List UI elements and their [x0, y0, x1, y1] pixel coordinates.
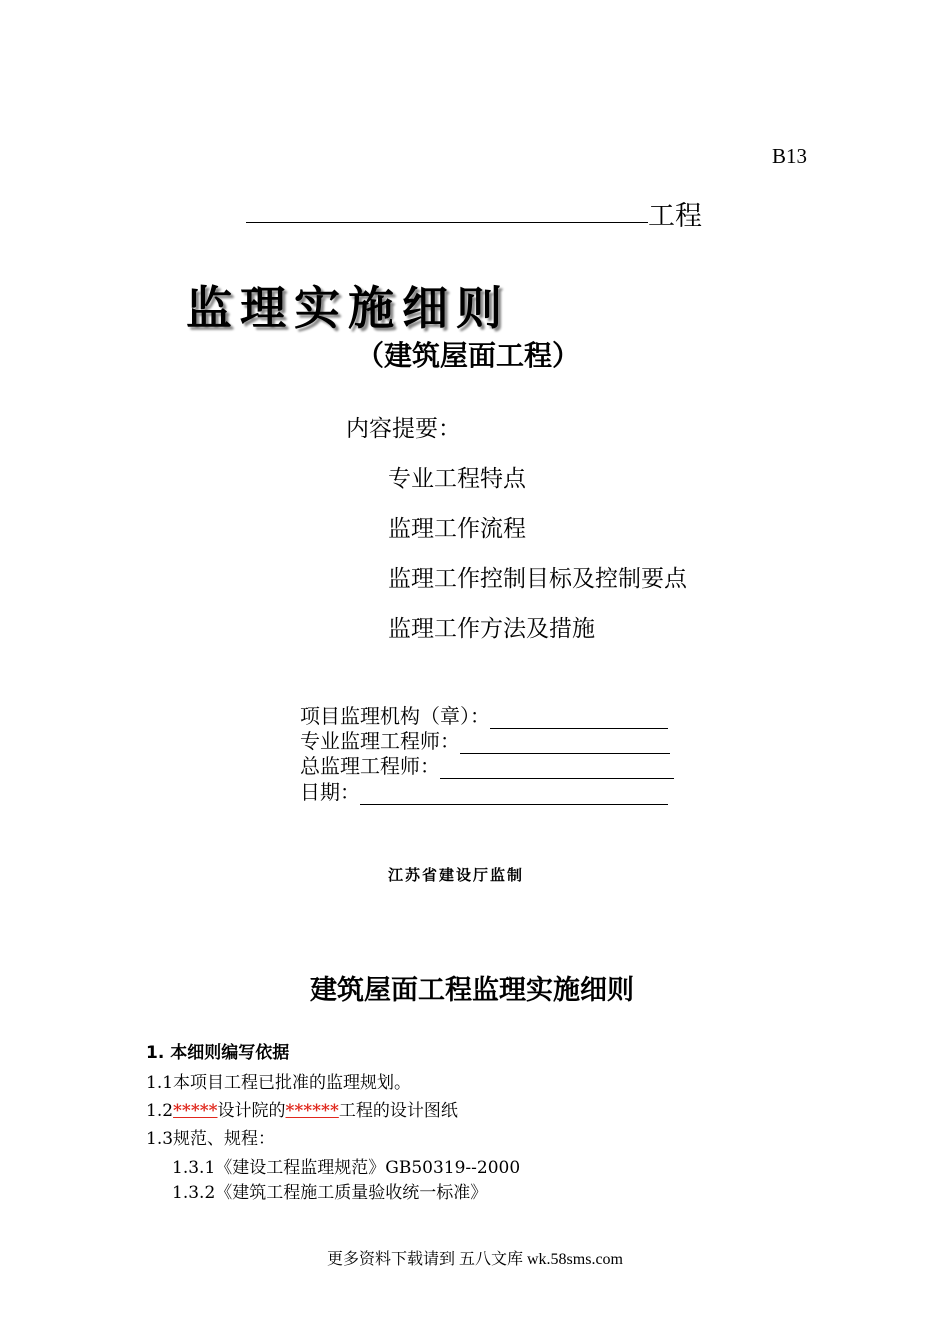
sign-label: 总监理工程师：	[300, 754, 440, 778]
sign-field-chief-engineer	[300, 750, 674, 779]
body-line: 1.3.1《建设工程监理规范》GB50319--2000	[172, 1158, 521, 1178]
sign-label: 日期：	[300, 780, 360, 804]
project-suffix: 工程	[648, 201, 702, 232]
sign-label: 项目监理机构（章）：	[300, 704, 490, 728]
subtitle: （建筑屋面工程）	[356, 339, 581, 372]
body-line: 1.3.2《建筑工程施工质量验收统一标准》	[172, 1183, 488, 1203]
contents-item: 监理工作流程	[388, 516, 526, 542]
issuer: 江苏省建设厅监制	[388, 866, 525, 884]
contents-item: 监理工作方法及措施	[388, 616, 595, 642]
contents-item: 监理工作控制目标及控制要点	[388, 566, 687, 592]
section-title: 建筑屋面工程监理实施细则	[310, 975, 634, 1006]
sign-label: 专业监理工程师：	[300, 729, 460, 753]
placeholder-mark: *****	[173, 1101, 218, 1121]
line-prefix: 1.2	[146, 1101, 174, 1121]
contents-item: 专业工程特点	[388, 466, 526, 492]
sign-blank	[360, 786, 668, 805]
line-text: 设计院的	[217, 1101, 286, 1121]
line-text: 工程的设计图纸	[338, 1101, 458, 1121]
main-title: 监理实施细则	[186, 281, 510, 335]
footer-text: 更多资料下载请到 五八文库 wk.58sms.com	[326, 1251, 623, 1268]
section-heading: 1. 本细则编写依据	[146, 1043, 290, 1063]
document-code: B13	[772, 144, 808, 168]
body-line	[146, 1096, 458, 1121]
project-name-blank	[246, 222, 648, 223]
sign-field-date	[300, 776, 668, 805]
contents-heading: 内容提要：	[346, 416, 461, 442]
body-line: 1.3规范、规程：	[146, 1129, 276, 1149]
body-line: 1.1本项目工程已批准的监理规划。	[146, 1073, 412, 1093]
placeholder-mark: ******	[285, 1101, 339, 1121]
